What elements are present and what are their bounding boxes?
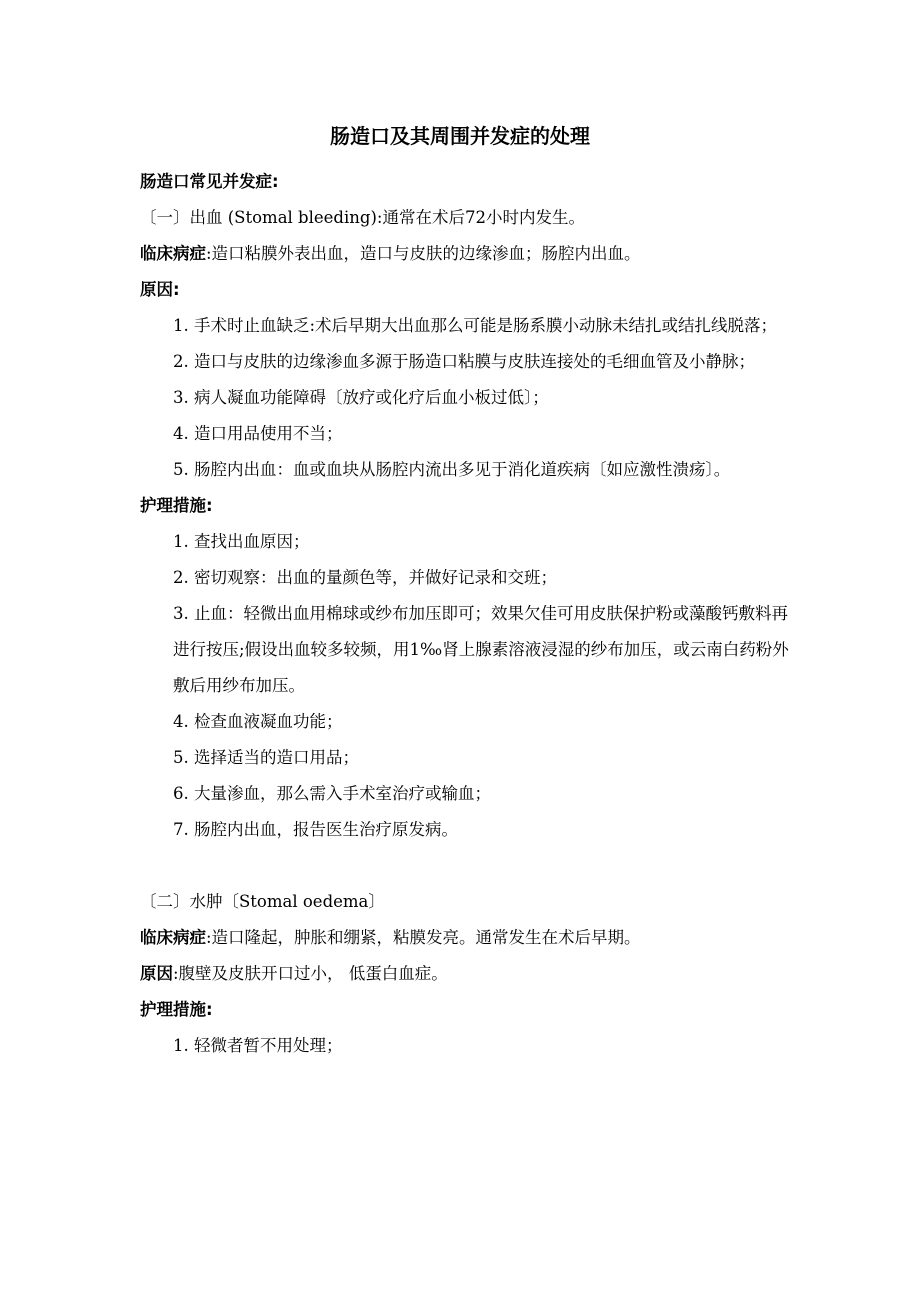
complication-2-cause [140, 956, 790, 992]
cause-item: 4. 造口用品使用不当； [173, 424, 343, 443]
section-heading: 肠造口常见并发症: [140, 172, 279, 191]
complication-2-symptoms [140, 920, 790, 956]
care-item: 2. 密切观察：出血的量颜色等，并做好记录和交班； [173, 568, 557, 587]
cause-item: 3. 病人凝血功能障碍〔放疗或化疗后血小板过低〕； [173, 388, 549, 407]
symptoms-text: :造口粘膜外表出血，造口与皮肤的边缘渗血；肠腔内出血。 [206, 244, 641, 263]
complication-1-cause-label: 原因: [140, 280, 180, 299]
complication-2-heading: 〔二〕水肿〔Stomal oedema〕 [140, 892, 385, 911]
complication-1-care-label: 护理措施: [140, 496, 213, 515]
care-item: 6. 大量渗血，那么需入手术室治疗或输血； [173, 784, 491, 803]
cause-text: :腹壁及皮肤开口过小， 低蛋白血症。 [173, 964, 448, 983]
care-item: 4. 检查血液凝血功能； [173, 712, 343, 731]
care-item: 3. 止血：轻微出血用棉球或纱布加压即可；效果欠佳可用皮肤保护粉或藻酸钙敷料再进行按压;假设出血较多较频，用1‰肾上腺素溶液浸湿的纱布加压，或云南白药粉外敷后用纱布加压。 [173, 604, 789, 695]
cause-item: 1. 手术时止血缺乏:术后早期大出血那么可能是肠系膜小动脉未结扎或结扎线脱落； [173, 316, 778, 335]
symptoms-text: :造口隆起，肿胀和绷紧，粘膜发亮。通常发生在术后早期。 [206, 928, 641, 947]
care-item: 5. 选择适当的造口用品； [173, 748, 359, 767]
cause-label: 原因 [140, 964, 173, 983]
cause-item: 2. 造口与皮肤的边缘渗血多源于肠造口粘膜与皮肤连接处的毛细血管及小静脉； [173, 352, 755, 371]
document-title: 肠造口及其周围并发症的处理 [330, 124, 590, 148]
document-body [140, 164, 790, 1064]
symptoms-label: 临床病症 [140, 928, 206, 947]
care-item: 1. 轻微者暂不用处理； [173, 1036, 343, 1055]
care-item: 1. 查找出血原因； [173, 532, 310, 551]
care-item: 7. 肠腔内出血，报告医生治疗原发病。 [173, 820, 458, 839]
complication-1-symptoms [140, 236, 790, 272]
section-spacer [140, 848, 790, 884]
complication-2-care-label: 护理措施: [140, 1000, 213, 1019]
cause-item: 5. 肠腔内出血：血或血块从肠腔内流出多见于消化道疾病〔如应激性溃疡〕。 [173, 460, 731, 479]
symptoms-label: 临床病症 [140, 244, 206, 263]
complication-1-heading: 〔一〕出血 (Stomal bleeding):通常在术后72小时内发生。 [140, 208, 585, 227]
